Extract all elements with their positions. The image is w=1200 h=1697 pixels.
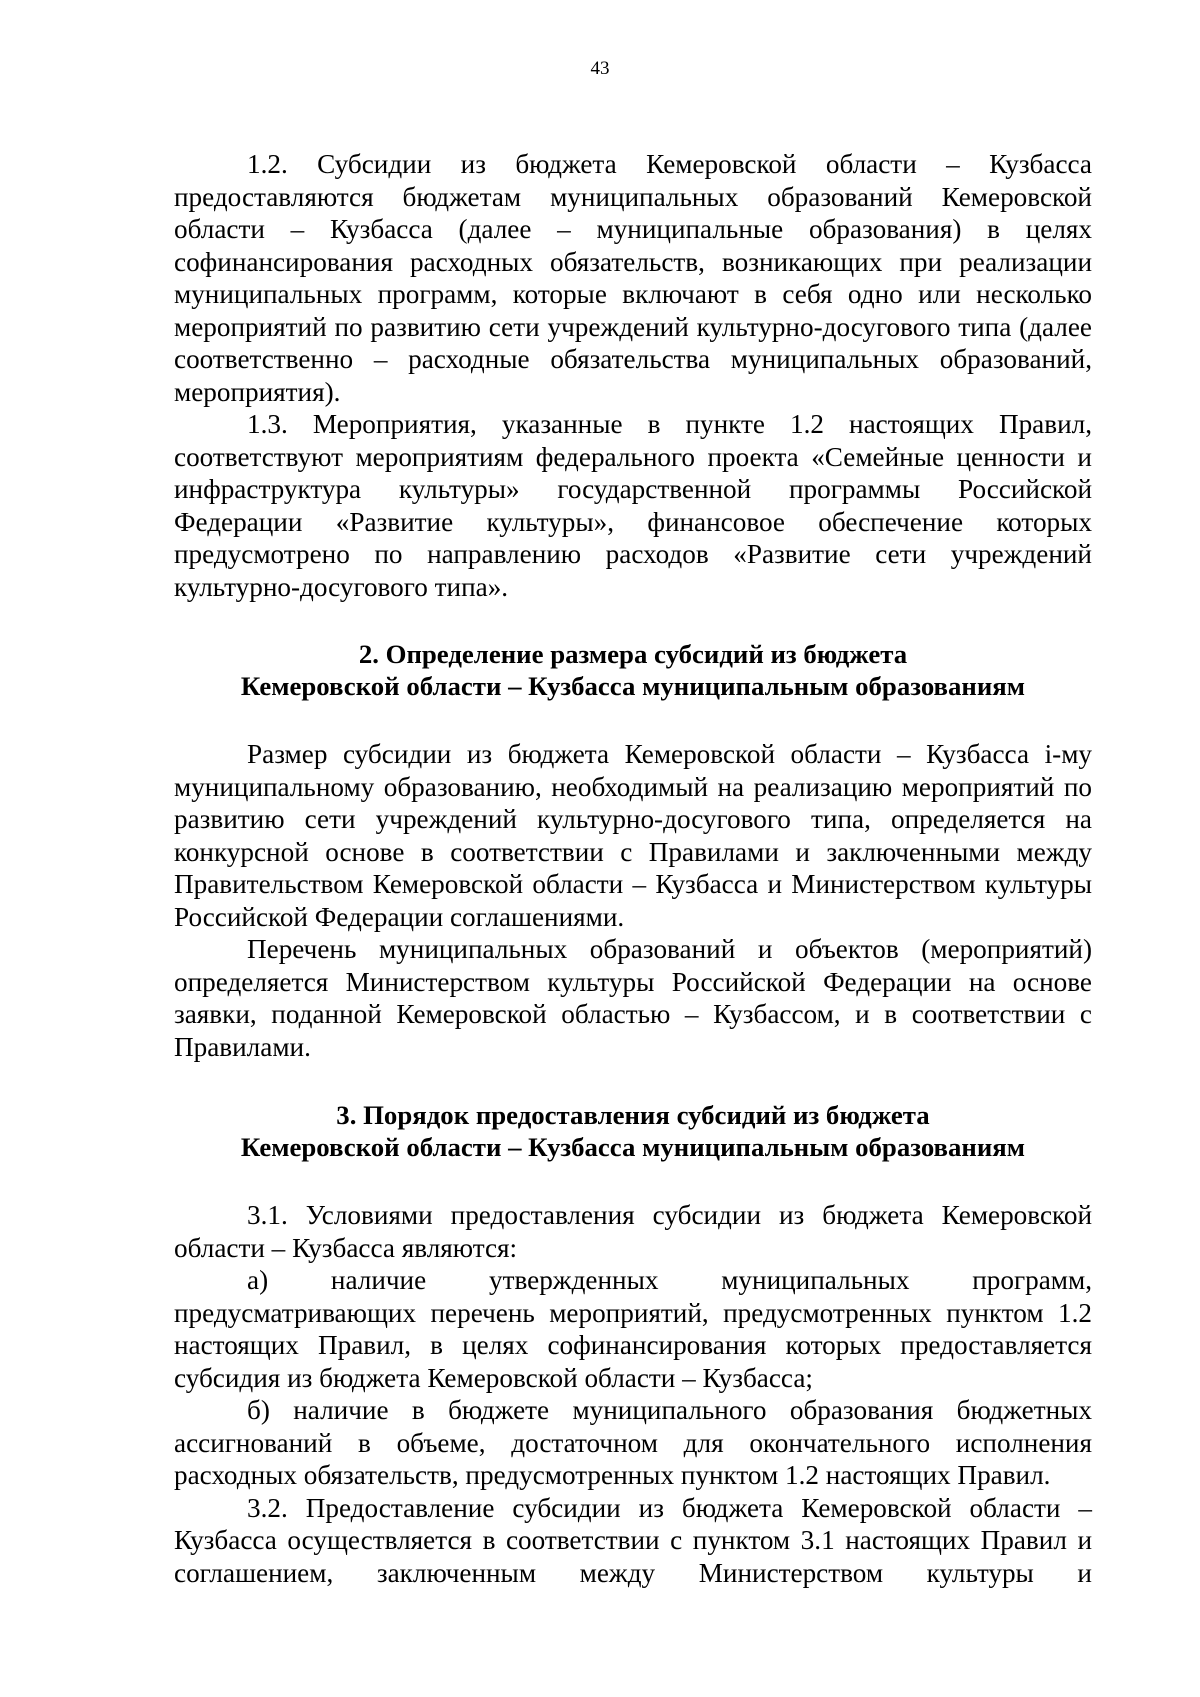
paragraph-1-3: 1.3. Мероприятия, указанные в пункте 1.2 настоящих Правил, соответствуют мероприятиям федерального проекта «Семейные ценности и инфраструктура культуры» государственной программы Российской Федерации «Развитие культуры», финансовое обеспечение которых предусмотрено по направлению расходов «Развитие сети учреждений культурно-досугового типа». [174, 409, 1092, 602]
paragraph-3-1-a: а) наличие утвержденных муниципальных программ, предусматривающих перечень мероприятий, предусмотренных пунктом 1.2 настоящих Правил, в целях софинансирования которых предоставляется субсидия из бюджета Кемеровской области – Кузбасса; [174, 1265, 1092, 1393]
section-2-heading-line-2: Кемеровской области – Кузбасса муниципальным образованиям [240, 671, 1026, 701]
section-3-heading [174, 1099, 1092, 1163]
document-body [174, 148, 1092, 1589]
section-2-paragraph-2: Перечень муниципальных образований и объектов (мероприятий) определяется Министерством культуры Российской Федерации на основе заявки, поданной Кемеровской областью – Кузбассом, и в соответствии с Правилами. [174, 934, 1092, 1062]
paragraph-3-1: 3.1. Условиями предоставления субсидии из бюджета Кемеровской области – Кузбасса являются: [174, 1200, 1092, 1263]
paragraph-3-1-b: б) наличие в бюджете муниципального образования бюджетных ассигнований в объеме, достаточном для окончательного исполнения расходных обязательств, предусмотренных пунктом 1.2 настоящих Правил. [174, 1395, 1092, 1490]
page-number: 43 [590, 58, 610, 79]
section-2-heading-line-1: 2. Определение размера субсидий из бюджета [358, 639, 908, 669]
section-2-paragraph-1: Размер субсидии из бюджета Кемеровской области – Кузбасса i-му муниципальному образованию, необходимый на реализацию мероприятий по развитию сети учреждений культурно-досугового типа, определяется на конкурсной основе в соответствии с Правилами и заключенными между Правительством Кемеровской области – Кузбасса и Министерством культуры Российской Федерации соглашениями. [174, 739, 1092, 932]
paragraph-3-2: 3.2. Предоставление субсидии из бюджета Кемеровской области – Кузбасса осуществляется в соответствии с пунктом 3.1 настоящих Правил и соглашением, заключенным между Министерством культуры и [174, 1492, 1092, 1588]
section-2-heading [174, 638, 1092, 702]
section-3-heading-line-1: 3. Порядок предоставления субсидий из бюджета [336, 1100, 930, 1130]
section-3-heading-line-2: Кемеровской области – Кузбасса муниципальным образованиям [240, 1132, 1026, 1162]
paragraph-1-2: 1.2. Субсидии из бюджета Кемеровской области – Кузбасса предоставляются бюджетам муниципальных образований Кемеровской области – Кузбасса (далее – муниципальные образования) в целях софинансирования расходных обязательств, возникающих при реализации муниципальных программ, которые включают в себя одно или несколько мероприятий по развитию сети учреждений культурно-досугового типа (далее соответственно – расходные обязательства муниципальных образований, мероприятия). [174, 149, 1092, 407]
